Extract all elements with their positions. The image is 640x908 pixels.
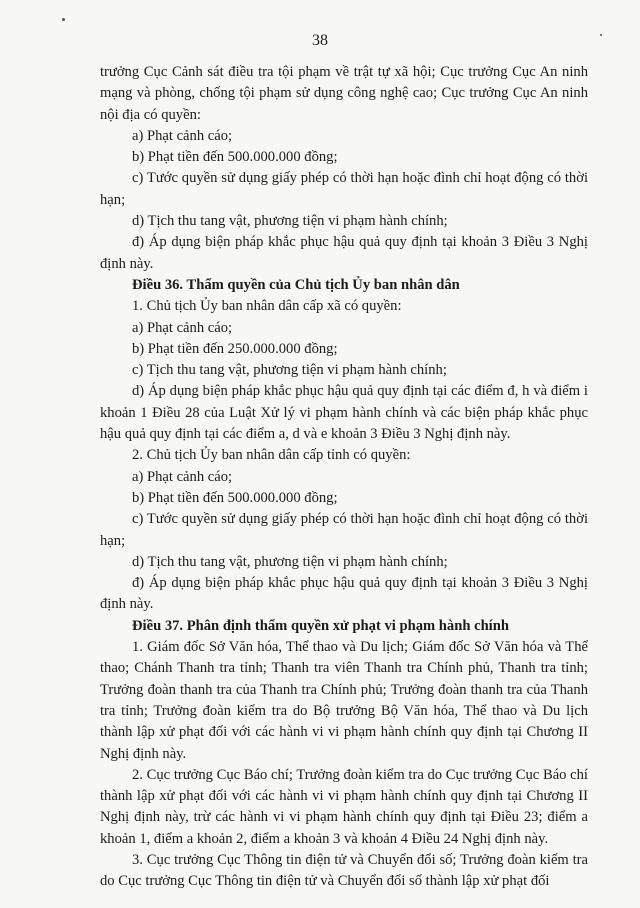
list-item: 2. Cục trưởng Cục Báo chí; Trưởng đoàn kiểm tra do Cục trưởng Cục Báo chí thành lập xử phạt đối với các hành vi vi phạm hành chính quy định tại Chương II Nghị định này, trừ các hành vi vi phạm hành chính quy định tại Điều 23; điểm a khoản 1, điểm a khoản 2, điểm a khoản 3 và khoản 4 Điều 24 Nghị định này. xyxy=(100,766,588,847)
page-number: 38 xyxy=(312,32,328,49)
list-item: b) Phạt tiền đến 250.000.000 đồng; xyxy=(132,340,338,357)
list-item: d) Tịch thu tang vật, phương tiện vi phạm hành chính; xyxy=(132,213,448,230)
list-item: d) Tịch thu tang vật, phương tiện vi phạm hành chính; xyxy=(132,553,448,570)
list-item: b) Phạt tiền đến 500.000.000 đồng; xyxy=(132,149,338,166)
list-item: a) Phạt cảnh cáo; xyxy=(132,127,233,144)
list-item: c) Tước quyền sử dụng giấy phép có thời hạn hoặc đình chỉ hoạt động có thời hạn; xyxy=(100,511,588,549)
article-heading: Điều 36. Thẩm quyền của Chủ tịch Ủy ban nhân dân xyxy=(132,276,460,293)
scan-speck xyxy=(62,18,65,21)
document-body xyxy=(100,62,588,893)
list-item: b) Phạt tiền đến 500.000.000 đồng; xyxy=(132,489,338,506)
paragraph: trưởng Cục Cảnh sát điều tra tội phạm về trật tự xã hội; Cục trưởng Cục An ninh mạng và phòng, chống tội phạm sử dụng công nghệ cao; Cục trưởng Cục An ninh nội địa có quyền: xyxy=(100,64,588,123)
list-item: a) Phạt cảnh cáo; xyxy=(132,319,233,336)
list-item: c) Tước quyền sử dụng giấy phép có thời hạn hoặc đình chỉ hoạt động có thời hạn; xyxy=(100,170,588,208)
list-item: 1. Chủ tịch Ủy ban nhân dân cấp xã có quyền: xyxy=(132,298,402,315)
list-item: a) Phạt cảnh cáo; xyxy=(132,468,233,485)
list-item: đ) Áp dụng biện pháp khắc phục hậu quả quy định tại khoản 3 Điều 3 Nghị định này. xyxy=(100,234,588,272)
list-item: 1. Giám đốc Sở Văn hóa, Thể thao và Du lịch; Giám đốc Sở Văn hóa và Thể thao; Chánh Thanh tra tỉnh; Thanh tra viên Thanh tra Chính phủ, Thanh tra tỉnh; Trưởng đoàn thanh tra của Thanh tra Chính phủ; Trưởng đoàn thanh tra của Thanh tra tỉnh; Trưởng đoàn kiểm tra do Bộ trưởng Bộ Văn hóa, Thể thao và Du lịch thành lập xử phạt đối với các hành vi vi phạm hành chính quy định tại Chương II Nghị định này. xyxy=(100,639,588,762)
article-heading: Điều 37. Phân định thẩm quyền xử phạt vi phạm hành chính xyxy=(132,617,509,634)
list-item: 3. Cục trưởng Cục Thông tin điện tử và Chuyển đổi số; Trưởng đoàn kiểm tra do Cục trưởng Cục Thông tin điện tử và Chuyển đổi số thành lập xử phạt đối xyxy=(100,851,588,890)
list-item: d) Áp dụng biện pháp khắc phục hậu quả quy định tại các điểm đ, h và điểm i khoản 1 Điều 28 của Luật Xử lý vi phạm hành chính và các biện pháp khắc phục hậu quả quy định tại các điểm a, d và e khoản 3 Điều 3 Nghị định này. xyxy=(100,383,588,443)
list-item: c) Tịch thu tang vật, phương tiện vi phạm hành chính; xyxy=(132,362,447,379)
list-item: 2. Chủ tịch Ủy ban nhân dân cấp tỉnh có quyền: xyxy=(132,447,411,464)
list-item: đ) Áp dụng biện pháp khắc phục hậu quả quy định tại khoản 3 Điều 3 Nghị định này. xyxy=(100,575,588,613)
